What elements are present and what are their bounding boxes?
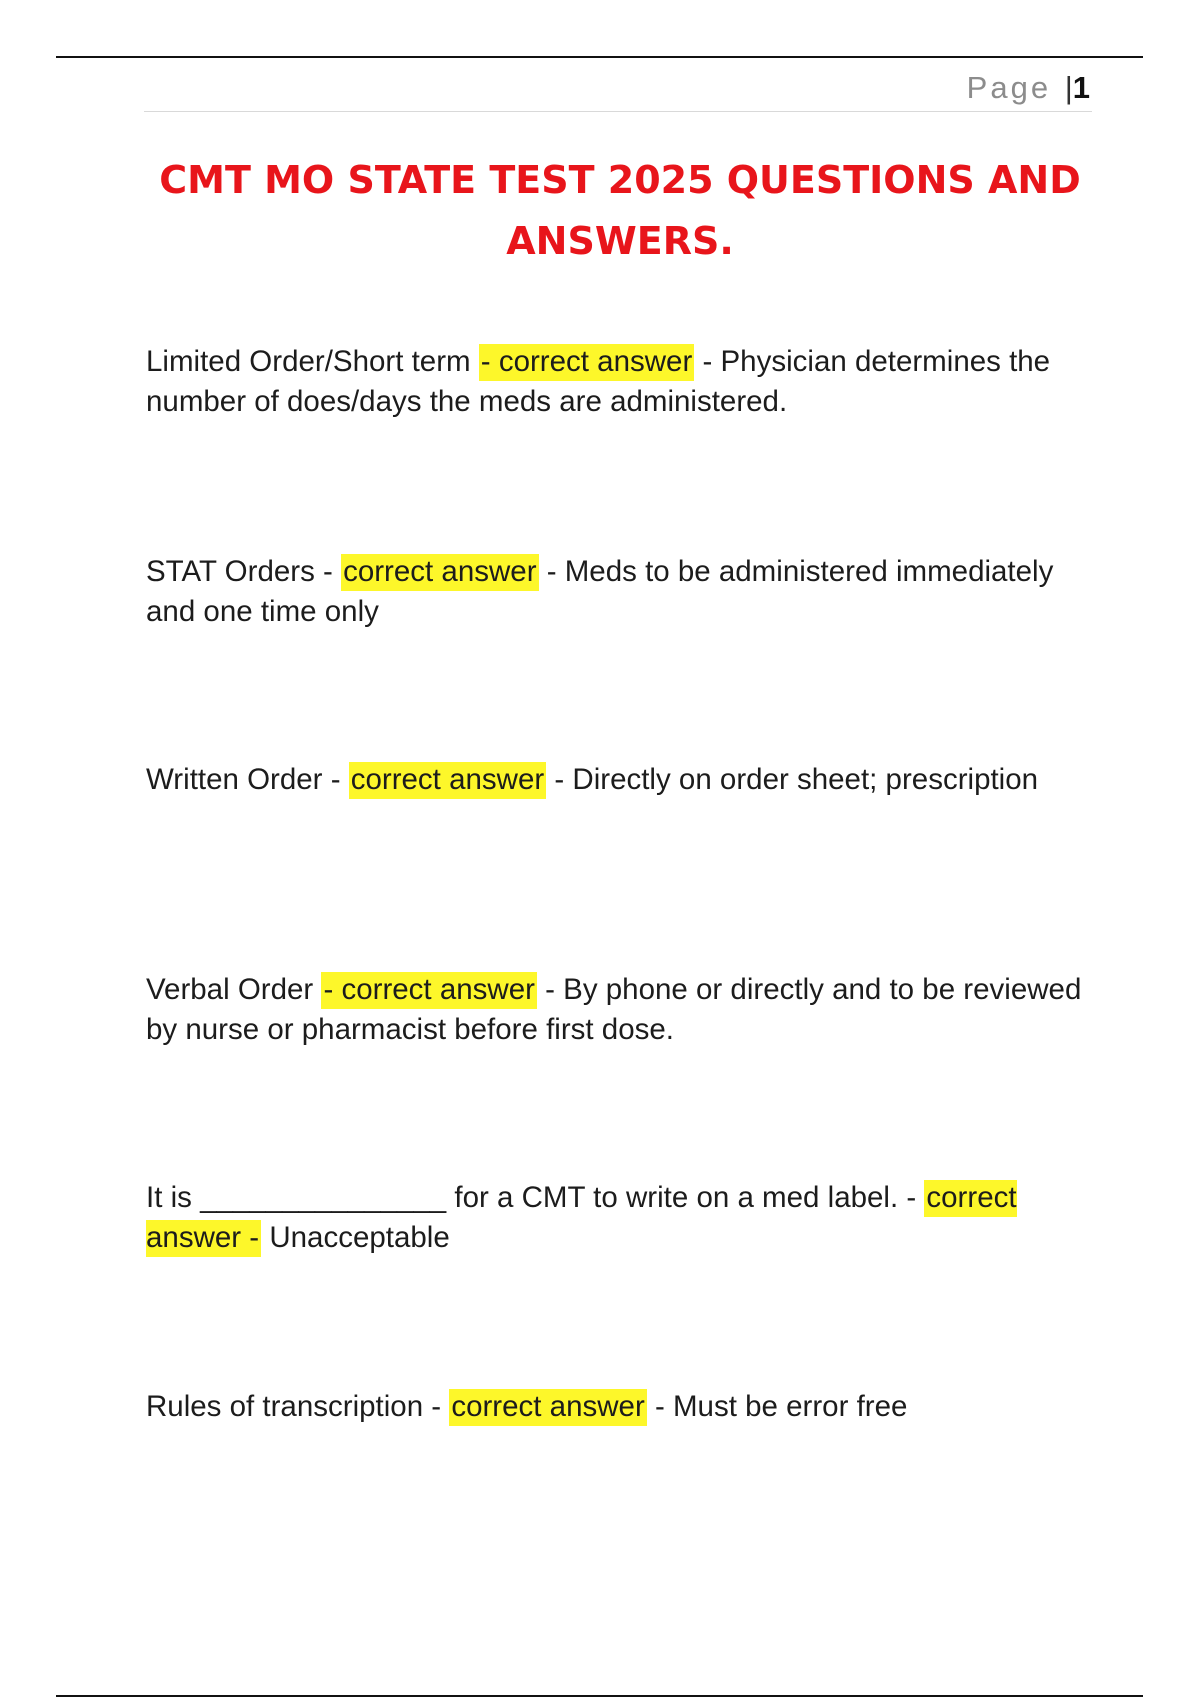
qa-item-med-label	[146, 1178, 1106, 1258]
page-separator: |	[1064, 70, 1073, 105]
qa-item-written-order	[146, 760, 1106, 800]
question-text: Limited Order/Short term	[146, 345, 479, 378]
answer-highlight: correct answer	[449, 1389, 646, 1426]
answer-highlight: - correct answer	[479, 344, 694, 381]
question-text: It is _______________ for a CMT to write on a med label. -	[146, 1181, 925, 1214]
answer-highlight: correct answer	[349, 762, 546, 799]
page-number	[967, 70, 1090, 106]
question-text: STAT Orders -	[146, 555, 342, 588]
page-label: Page	[966, 70, 1052, 105]
answer-text: - Meds to be administered immediately and one time only	[146, 555, 1054, 628]
qa-item-transcription-rules	[146, 1387, 1106, 1427]
qa-item-limited-order	[146, 342, 1106, 422]
bottom-border-line	[56, 1695, 1143, 1697]
answer-text: - By phone or directly and to be reviewed by nurse or pharmacist before first dose.	[146, 973, 1082, 1046]
answer-highlight: correct answer	[341, 554, 538, 591]
question-text: Verbal Order	[146, 973, 322, 1006]
header-divider	[144, 111, 1092, 112]
question-text: Written Order -	[146, 763, 349, 796]
answer-text: - Directly on order sheet; prescription	[546, 763, 1039, 796]
top-border-line	[56, 56, 1143, 58]
question-text: Rules of transcription -	[146, 1390, 450, 1423]
page-number-value: 1	[1072, 70, 1090, 105]
answer-highlight: - correct answer	[321, 972, 536, 1009]
qa-item-verbal-order	[146, 970, 1106, 1050]
answer-highlight: correct answer -	[146, 1180, 1017, 1257]
qa-item-stat-orders	[146, 552, 1106, 632]
answer-text: - Must be error free	[646, 1390, 908, 1423]
document-title: CMT MO STATE TEST 2025 QUESTIONS AND ANSWERS.	[159, 158, 1081, 263]
answer-text: - Physician determines the number of does/days the meds are administered.	[146, 345, 1051, 418]
answer-text: Unacceptable	[261, 1221, 450, 1254]
